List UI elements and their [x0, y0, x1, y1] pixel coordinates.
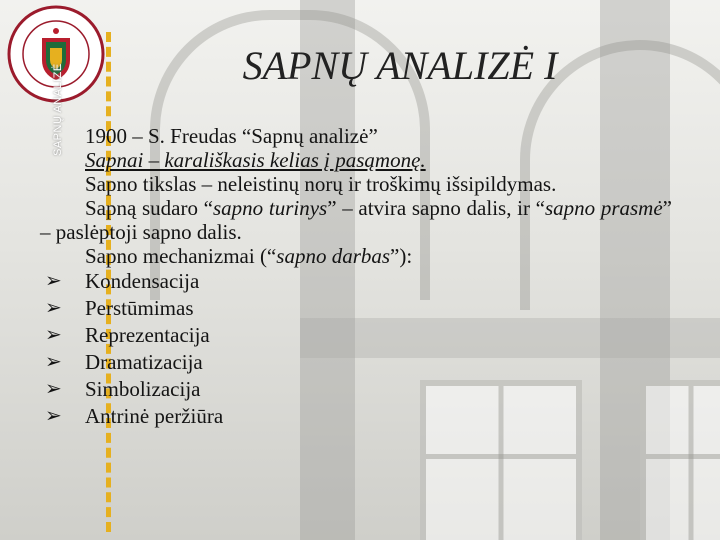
list-item [40, 403, 672, 430]
text-fragment: Sapną sudaro “ [85, 196, 213, 220]
list-item-label: Perstūmimas [85, 296, 194, 320]
list-item [40, 349, 672, 376]
text-line: Sapno tikslas – neleistinų norų ir troškimų išsipildymas. [85, 172, 557, 196]
slide-body [40, 124, 672, 430]
sidebar-label: SAPNŲ ANALIZĖ [52, 63, 64, 156]
arrow-bullet-icon: ➢ [45, 297, 62, 319]
arrow-bullet-icon: ➢ [45, 324, 62, 346]
list-item [40, 268, 672, 295]
slide-title: SAPNŲ ANALIZĖ I [242, 43, 558, 88]
arrow-bullet-icon: ➢ [45, 270, 62, 292]
text-line: 1900 – S. Freudas “Sapnų analizė” [85, 124, 378, 148]
text-line [40, 244, 672, 268]
text-line-underlined: Sapnai – karališkasis kelias į pasąmonę. [85, 148, 426, 172]
list-item-label: Dramatizacija [85, 350, 203, 374]
text-fragment: ” – atvira sapno dalis, ir “ [327, 196, 545, 220]
arrow-bullet-icon: ➢ [45, 378, 62, 400]
list-item-label: Reprezentacija [85, 323, 210, 347]
arrow-bullet-icon: ➢ [45, 351, 62, 373]
mechanism-list [40, 268, 672, 430]
italic-term: sapno darbas [276, 244, 391, 268]
list-item [40, 376, 672, 403]
text-fragment: ” – paslėptoji sapno dalis. [40, 196, 672, 244]
list-item [40, 295, 672, 322]
text-fragment: Sapno mechanizmai (“ [85, 244, 277, 268]
italic-term: sapno prasmė [544, 196, 663, 220]
list-item-label: Antrinė peržiūra [85, 404, 224, 428]
text-fragment: ”): [390, 244, 413, 268]
list-item-label: Simbolizacija [85, 377, 201, 401]
list-item [40, 322, 672, 349]
italic-term: sapno turinys [213, 196, 328, 220]
arrow-bullet-icon: ➢ [45, 405, 62, 427]
text-line [40, 196, 672, 244]
list-item-label: Kondensacija [85, 269, 200, 293]
